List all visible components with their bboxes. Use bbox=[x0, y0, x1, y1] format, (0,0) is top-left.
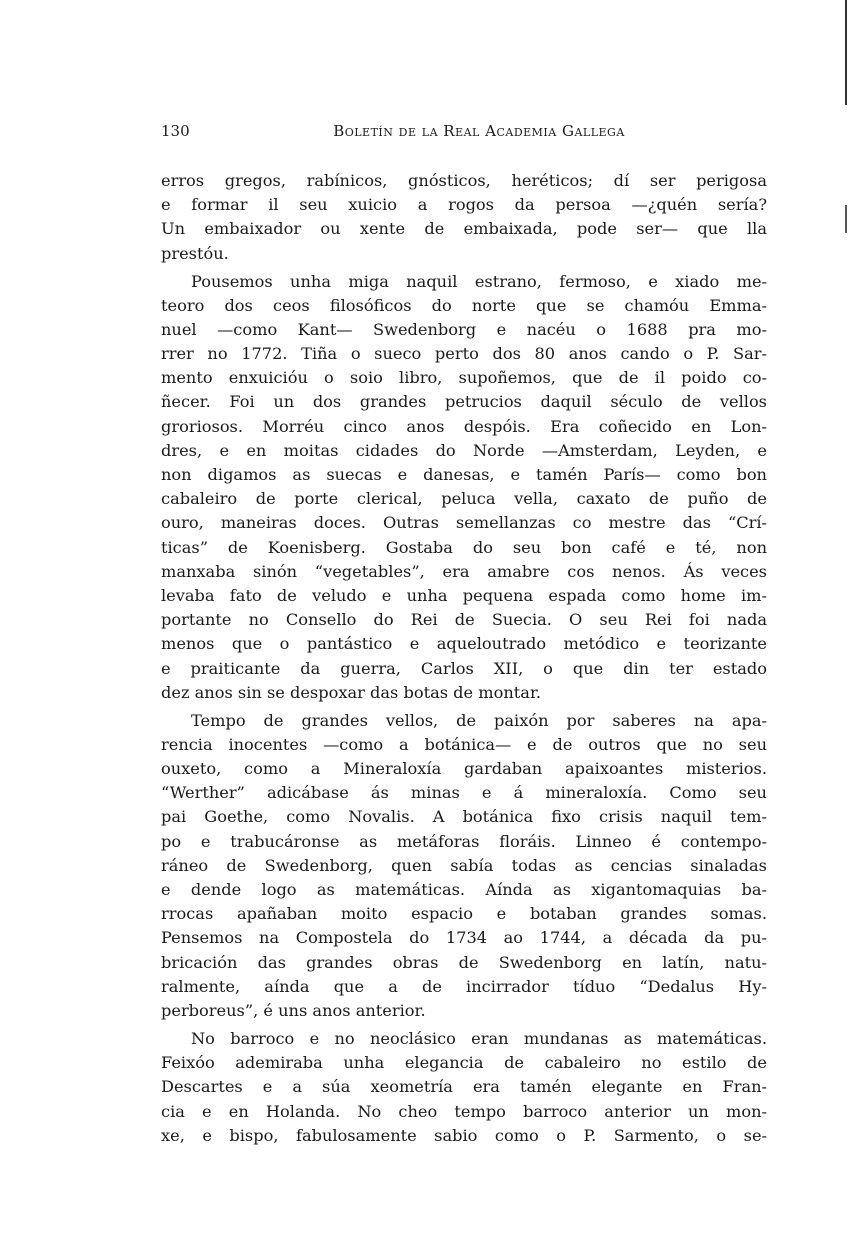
paragraph bbox=[161, 709, 767, 1023]
text-line: e praiticante da guerra, Carlos XII, o que din ter estado bbox=[161, 658, 767, 678]
text-line: teoro dos ceos filosóficos do norte que se chamóu Emma- bbox=[161, 295, 767, 315]
text-line: No barroco e no neoclásico eran mundanas as matemáticas. bbox=[191, 1028, 767, 1048]
text-line: Pensemos na Compostela do 1734 ao 1744, a década da pu- bbox=[161, 928, 767, 948]
page-number: 130 bbox=[161, 122, 190, 140]
text-line: ticas” de Koenisberg. Gostaba do seu bon café e té, non bbox=[161, 537, 767, 557]
page-header bbox=[161, 122, 767, 144]
text-line: Un embaixador ou xente de embaixada, pode ser— que lla bbox=[161, 219, 767, 239]
text-line: Feixóo ademiraba unha elegancia de cabaleiro no estilo de bbox=[161, 1053, 767, 1073]
text-line: rrer no 1772. Tiña o sueco perto dos 80 anos cando o P. Sar- bbox=[161, 344, 767, 364]
text-line: ñecer. Foi un dos grandes petrucios daquil século de vellos bbox=[161, 392, 767, 412]
text-line: bricación das grandes obras de Swedenborg en latín, natu- bbox=[161, 952, 767, 972]
text-line: portante no Consello do Rei de Suecia. O seu Rei foi nada bbox=[161, 610, 767, 630]
text-line: ralmente, aínda que a de incirrador tíduo “Dedalus Hy- bbox=[161, 976, 767, 996]
text-line: non digamos as suecas e danesas, e tamén París— como bon bbox=[161, 465, 767, 485]
text-line: rrocas apañaban moito espacio e botaban grandes somas. bbox=[161, 904, 767, 924]
paragraph bbox=[161, 1027, 767, 1148]
scan-edge-mark bbox=[845, 205, 847, 233]
text-line: menos que o pantástico e aqueloutrado metódico e teorizante bbox=[161, 634, 767, 654]
text-line: e dende logo as matemáticas. Aínda as xigantomaquias ba- bbox=[161, 880, 767, 900]
text-line: Pousemos unha miga naquil estrano, fermoso, e xiado me- bbox=[191, 271, 767, 291]
text-line: cabaleiro de porte clerical, peluca vella, caxato de puño de bbox=[161, 489, 767, 509]
running-title: Boletín de la Real Academia Gallega bbox=[333, 122, 625, 140]
text-line: Descartes e a súa xeometría era tamén elegante en Fran- bbox=[161, 1077, 767, 1097]
text-line: mento enxuicióu o soio libro, supoñemos, que de il poido co- bbox=[161, 368, 767, 388]
text-line: po e trabucáronse as metáforas floráis. Linneo é contempo- bbox=[161, 831, 767, 851]
text-line: prestóu. bbox=[161, 243, 229, 263]
paragraph bbox=[161, 169, 767, 266]
text-line: dez anos sin se despoxar das botas de montar. bbox=[161, 682, 542, 702]
text-line: groriosos. Morréu cinco anos despóis. Era coñecido en Lon- bbox=[161, 416, 767, 436]
text-line: nuel —como Kant— Swedenborg e nacéu o 1688 pra mo- bbox=[161, 319, 767, 339]
text-line: pai Goethe, como Novalis. A botánica fixo crisis naquil tem- bbox=[161, 807, 767, 827]
text-line: ouxeto, como a Mineraloxía gardaban apaixoantes misterios. bbox=[161, 759, 767, 779]
text-line: xe, e bispo, fabulosamente sabio como o P. Sarmento, o se- bbox=[161, 1125, 767, 1145]
text-line: ráneo de Swedenborg, quen sabía todas as cencias sinaladas bbox=[161, 855, 767, 875]
text-line: e formar il seu xuicio a rogos da persoa —¿quén sería? bbox=[161, 195, 767, 215]
paragraph bbox=[161, 270, 767, 705]
text-line: erros gregos, rabínicos, gnósticos, heréticos; dí ser perigosa bbox=[161, 171, 767, 190]
body-text bbox=[161, 169, 767, 1152]
text-line: cia e en Holanda. No cheo tempo barroco anterior un mon- bbox=[161, 1101, 767, 1121]
text-line: ouro, maneiras doces. Outras semellanzas co mestre das “Crí- bbox=[161, 513, 767, 533]
text-line: perboreus”, é uns anos anterior. bbox=[161, 1000, 426, 1020]
scan-edge-mark bbox=[845, 0, 847, 105]
text-line: rencia inocentes —como a botánica— e de outros que no seu bbox=[161, 734, 767, 754]
text-line: “Werther” adicábase ás minas e á mineraloxía. Como seu bbox=[161, 783, 767, 803]
text-line: manxaba sinón “vegetables”, era amabre cos nenos. Ás veces bbox=[161, 561, 767, 581]
text-line: levaba fato de veludo e unha pequena espada como home im- bbox=[161, 585, 767, 605]
text-line: Tempo de grandes vellos, de paixón por saberes na apa- bbox=[191, 710, 767, 730]
text-line: dres, e en moitas cidades do Norde —Amsterdam, Leyden, e bbox=[161, 440, 767, 460]
